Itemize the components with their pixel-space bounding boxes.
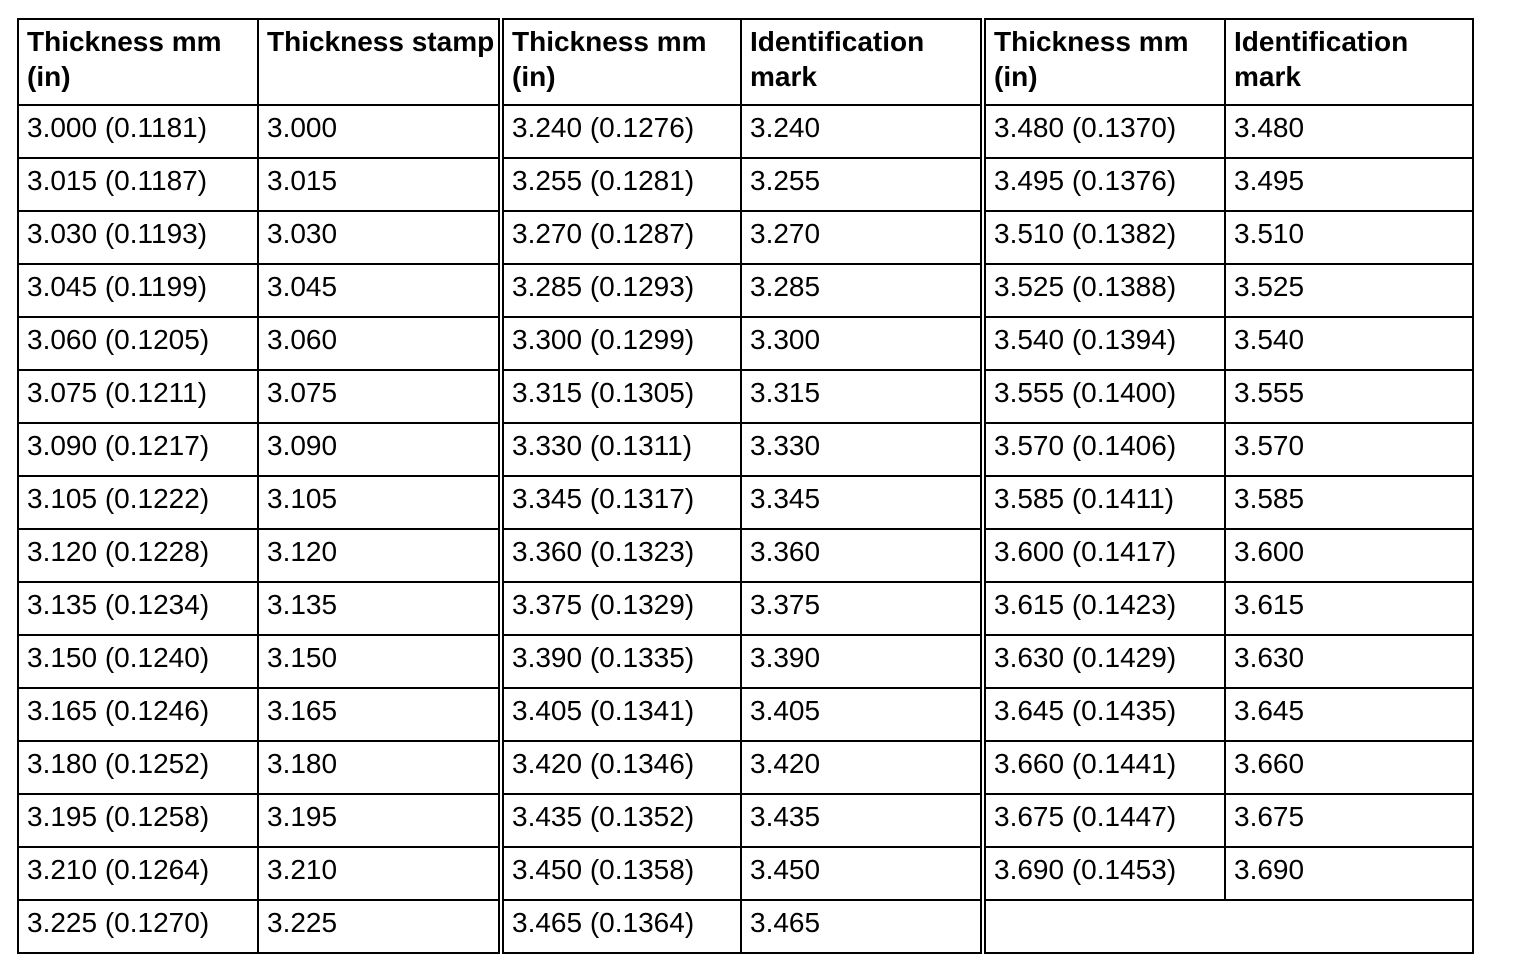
table-cell: 3.675 <box>1225 794 1473 847</box>
table-cell: 3.405 <box>741 688 983 741</box>
table-cell: 3.465 (0.1364) <box>501 900 741 953</box>
table-cell: 3.510 (0.1382) <box>983 211 1225 264</box>
table-cell: 3.255 (0.1281) <box>501 158 741 211</box>
table-cell: 3.105 <box>258 476 501 529</box>
table-cell: 3.645 (0.1435) <box>983 688 1225 741</box>
table-cell: 3.030 <box>258 211 501 264</box>
table-row <box>18 847 1473 900</box>
table-cell: 3.195 (0.1258) <box>18 794 258 847</box>
table-cell: 3.315 <box>741 370 983 423</box>
table-cell: 3.540 <box>1225 317 1473 370</box>
table-cell: 3.345 <box>741 476 983 529</box>
table-cell: 3.465 <box>741 900 983 953</box>
table-cell: 3.270 <box>741 211 983 264</box>
table-row <box>18 370 1473 423</box>
table-cell: 3.585 <box>1225 476 1473 529</box>
table-cell: 3.420 <box>741 741 983 794</box>
table-cell: 3.690 <box>1225 847 1473 900</box>
table-cell: 3.060 <box>258 317 501 370</box>
table-cell: 3.225 <box>258 900 501 953</box>
table-cell: 3.420 (0.1346) <box>501 741 741 794</box>
table-cell: 3.045 (0.1199) <box>18 264 258 317</box>
table-cell: 3.555 <box>1225 370 1473 423</box>
table-cell: 3.435 (0.1352) <box>501 794 741 847</box>
table-cell: 3.105 (0.1222) <box>18 476 258 529</box>
table-cell: 3.525 (0.1388) <box>983 264 1225 317</box>
table-cell: 3.480 (0.1370) <box>983 105 1225 158</box>
table-cell: 3.645 <box>1225 688 1473 741</box>
column-header: Thickness mm (in) <box>501 19 741 105</box>
column-header: Identification mark <box>741 19 983 105</box>
empty-cell <box>983 900 1473 953</box>
table-cell: 3.600 (0.1417) <box>983 529 1225 582</box>
table-cell: 3.630 (0.1429) <box>983 635 1225 688</box>
table-cell: 3.315 (0.1305) <box>501 370 741 423</box>
table-cell: 3.285 <box>741 264 983 317</box>
table-cell: 3.150 <box>258 635 501 688</box>
table-cell: 3.210 (0.1264) <box>18 847 258 900</box>
table-cell: 3.600 <box>1225 529 1473 582</box>
table-row <box>18 529 1473 582</box>
table-cell: 3.075 (0.1211) <box>18 370 258 423</box>
table-cell: 3.300 <box>741 317 983 370</box>
table-cell: 3.510 <box>1225 211 1473 264</box>
table-cell: 3.045 <box>258 264 501 317</box>
table-cell: 3.240 <box>741 105 983 158</box>
table-cell: 3.165 (0.1246) <box>18 688 258 741</box>
table-cell: 3.075 <box>258 370 501 423</box>
column-header: Thickness mm (in) <box>983 19 1225 105</box>
table-cell: 3.615 <box>1225 582 1473 635</box>
table-cell: 3.030 (0.1193) <box>18 211 258 264</box>
table-cell: 3.690 (0.1453) <box>983 847 1225 900</box>
table-cell: 3.375 <box>741 582 983 635</box>
table-cell: 3.300 (0.1299) <box>501 317 741 370</box>
column-header: Thickness stamp <box>258 19 501 105</box>
table-cell: 3.090 (0.1217) <box>18 423 258 476</box>
table-cell: 3.330 <box>741 423 983 476</box>
table-row <box>18 688 1473 741</box>
table-cell: 3.090 <box>258 423 501 476</box>
table-cell: 3.390 (0.1335) <box>501 635 741 688</box>
table-cell: 3.015 <box>258 158 501 211</box>
table-cell: 3.330 (0.1311) <box>501 423 741 476</box>
table-cell: 3.210 <box>258 847 501 900</box>
table-cell: 3.285 (0.1293) <box>501 264 741 317</box>
table-cell: 3.240 (0.1276) <box>501 105 741 158</box>
table-cell: 3.660 (0.1441) <box>983 741 1225 794</box>
table-cell: 3.180 (0.1252) <box>18 741 258 794</box>
table-cell: 3.570 (0.1406) <box>983 423 1225 476</box>
table-cell: 3.360 <box>741 529 983 582</box>
table-cell: 3.135 (0.1234) <box>18 582 258 635</box>
table-row <box>18 476 1473 529</box>
table-row <box>18 741 1473 794</box>
table-cell: 3.585 (0.1411) <box>983 476 1225 529</box>
table-row <box>18 794 1473 847</box>
table-row <box>18 158 1473 211</box>
table-cell: 3.150 (0.1240) <box>18 635 258 688</box>
table-cell: 3.015 (0.1187) <box>18 158 258 211</box>
table-cell: 3.390 <box>741 635 983 688</box>
column-header: Thickness mm (in) <box>18 19 258 105</box>
table-row <box>18 582 1473 635</box>
table-cell: 3.615 (0.1423) <box>983 582 1225 635</box>
column-header: Identification mark <box>1225 19 1473 105</box>
table-cell: 3.180 <box>258 741 501 794</box>
table-cell: 3.555 (0.1400) <box>983 370 1225 423</box>
table-cell: 3.630 <box>1225 635 1473 688</box>
table-header-row <box>18 19 1473 105</box>
table-row <box>18 635 1473 688</box>
table-cell: 3.120 <box>258 529 501 582</box>
table-cell: 3.270 (0.1287) <box>501 211 741 264</box>
table-cell: 3.120 (0.1228) <box>18 529 258 582</box>
table-cell: 3.255 <box>741 158 983 211</box>
table-cell: 3.195 <box>258 794 501 847</box>
table-cell: 3.375 (0.1329) <box>501 582 741 635</box>
thickness-table-container <box>17 18 1472 954</box>
table-cell: 3.060 (0.1205) <box>18 317 258 370</box>
table-cell: 3.000 <box>258 105 501 158</box>
table-row <box>18 264 1473 317</box>
table-body <box>18 105 1473 953</box>
table-cell: 3.480 <box>1225 105 1473 158</box>
table-cell: 3.570 <box>1225 423 1473 476</box>
table-cell: 3.360 (0.1323) <box>501 529 741 582</box>
table-row <box>18 317 1473 370</box>
table-cell: 3.345 (0.1317) <box>501 476 741 529</box>
table-row <box>18 423 1473 476</box>
thickness-table <box>17 18 1474 954</box>
table-cell: 3.135 <box>258 582 501 635</box>
table-cell: 3.225 (0.1270) <box>18 900 258 953</box>
table-cell: 3.525 <box>1225 264 1473 317</box>
table-cell: 3.675 (0.1447) <box>983 794 1225 847</box>
table-row <box>18 211 1473 264</box>
table-cell: 3.540 (0.1394) <box>983 317 1225 370</box>
table-cell: 3.495 <box>1225 158 1473 211</box>
table-cell: 3.165 <box>258 688 501 741</box>
table-cell: 3.660 <box>1225 741 1473 794</box>
table-cell: 3.450 (0.1358) <box>501 847 741 900</box>
table-cell: 3.435 <box>741 794 983 847</box>
table-cell: 3.000 (0.1181) <box>18 105 258 158</box>
table-row <box>18 105 1473 158</box>
table-row <box>18 900 1473 953</box>
table-cell: 3.405 (0.1341) <box>501 688 741 741</box>
table-cell: 3.450 <box>741 847 983 900</box>
table-cell: 3.495 (0.1376) <box>983 158 1225 211</box>
